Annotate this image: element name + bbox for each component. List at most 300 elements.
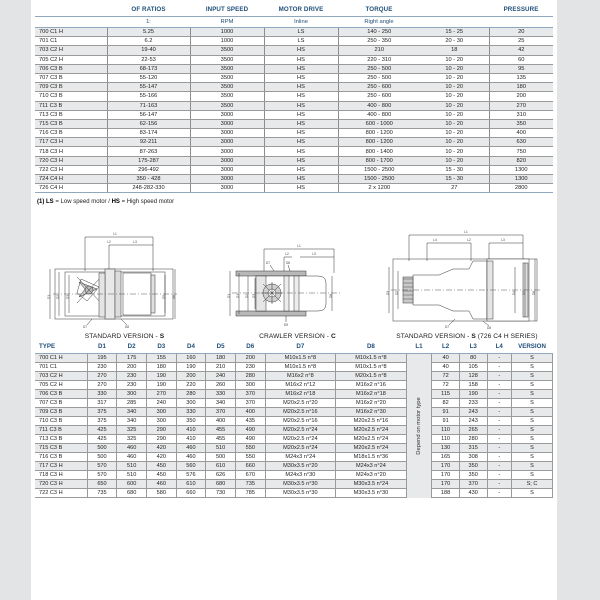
dimension-cell-d2: 175 — [117, 354, 147, 363]
dimension-cell-d3: 180 — [146, 363, 176, 372]
dimension-cell-d7: M20x2.5 n°16 — [265, 408, 336, 417]
spec-cell-drive: HS — [264, 119, 338, 128]
spec-cell-type: 703 C2 H — [35, 46, 107, 55]
svg-text:D7: D7 — [83, 325, 88, 330]
dimension-cell-l2: 82 — [432, 399, 460, 408]
dimension-cell-d2: 460 — [117, 444, 147, 453]
spec-cell-torque-inline: 1500 - 2500 — [338, 165, 420, 174]
dimension-cell-d8: M18x1.5 n°36 — [336, 453, 407, 462]
datasheet-page — [31, 0, 557, 600]
dimension-cell-d1: 230 — [87, 363, 117, 372]
spec-table-row — [35, 92, 553, 101]
svg-text:D6: D6 — [532, 291, 536, 296]
spec-sub-header-row — [35, 17, 553, 28]
spec-cell-drive: HS — [264, 156, 338, 165]
spec-cell-drive: HS — [264, 110, 338, 119]
spec-cell-ratios: 175-287 — [107, 156, 190, 165]
dimension-cell-d3: 155 — [146, 354, 176, 363]
spec-cell-ratios: 92-211 — [107, 138, 190, 147]
spec-table-row — [35, 129, 553, 138]
dimension-cell-d1: 425 — [87, 435, 117, 444]
dimension-table-row — [35, 453, 553, 462]
spec-cell-torque-right: 10 - 20 — [420, 101, 489, 110]
spec-cell-drive: HS — [264, 165, 338, 174]
dimension-cell-d1: 735 — [87, 489, 117, 498]
svg-text:D3: D3 — [66, 295, 70, 300]
spec-cell-ratios: 56-147 — [107, 110, 190, 119]
dimension-cell-version: S — [512, 444, 553, 453]
spec-cell-torque-inline: 800 - 1200 — [338, 129, 420, 138]
dimension-cell-d4: 190 — [176, 363, 206, 372]
dimension-cell-l3: 350 — [459, 471, 487, 480]
dimension-cell-d1: 270 — [87, 381, 117, 390]
dimension-cell-d3: 190 — [146, 372, 176, 381]
spec-cell-torque-inline: 800 - 1700 — [338, 156, 420, 165]
dimension-cell-d5: 455 — [206, 435, 236, 444]
dimension-cell-d5: 626 — [206, 471, 236, 480]
spec-cell-rpm: 3500 — [190, 92, 264, 101]
spec-cell-type: 711 C3 B — [35, 101, 107, 110]
spec-cell-torque-right: 10 - 20 — [420, 92, 489, 101]
dimension-cell-l3: 243 — [459, 408, 487, 417]
dimension-cell-l4: - — [487, 435, 512, 444]
dimension-header-d2: D2 — [117, 340, 147, 354]
dimension-cell-d6: 370 — [235, 399, 265, 408]
spec-header-motor-drive: MOTOR DRIVE — [264, 0, 338, 17]
spec-cell-rpm: 3000 — [190, 175, 264, 184]
dimension-cell-d7: M16x2 n°8 — [265, 372, 336, 381]
dimension-cell-d8: M16x2 n°20 — [336, 399, 407, 408]
dimension-cell-d2: 300 — [117, 390, 147, 399]
dimension-header-d1: D1 — [87, 340, 117, 354]
spec-subheader-inline: Inline — [264, 17, 338, 28]
dimension-cell-d8: M10x1.5 n°8 — [336, 363, 407, 372]
dimension-cell-d7: M20x2.5 n°16 — [265, 417, 336, 426]
dimension-header-d6: D6 — [235, 340, 265, 354]
dimension-cell-d4: 300 — [176, 399, 206, 408]
dimension-cell-d7: M20x2.5 n°20 — [265, 399, 336, 408]
dimension-cell-d1: 570 — [87, 462, 117, 471]
svg-text:D5: D5 — [522, 291, 526, 296]
dimension-cell-d7: M20x2.5 n°24 — [265, 435, 336, 444]
spec-cell-type: 700 C1 H — [35, 28, 107, 37]
dimension-cell-l2: 91 — [432, 408, 460, 417]
spec-subheader-right-angle: Right angle — [338, 17, 420, 28]
spec-cell-type: 716 C3 B — [35, 129, 107, 138]
dimension-header-d8: D8 — [336, 340, 407, 354]
svg-text:D2: D2 — [56, 295, 60, 300]
spec-cell-type: 710 C3 B — [35, 92, 107, 101]
spec-table-row — [35, 64, 553, 73]
dimension-cell-d3: 190 — [146, 381, 176, 390]
spec-subheader-blank-2 — [489, 17, 553, 28]
spec-cell-type: 726 C4 H — [35, 184, 107, 193]
spec-cell-drive: LS — [264, 37, 338, 46]
specification-table-section — [31, 0, 557, 193]
spec-cell-pressure: 350 — [489, 119, 553, 128]
svg-text:D3: D3 — [386, 291, 390, 296]
dimension-table-row — [35, 444, 553, 453]
dimension-header-l2: L2 — [432, 340, 460, 354]
dimension-table-row — [35, 381, 553, 390]
spec-cell-ratios: 6.2 — [107, 37, 190, 46]
dimension-cell-d3: 460 — [146, 480, 176, 489]
dimension-cell-l3: 243 — [459, 417, 487, 426]
dimension-cell-type: 713 C3 B — [35, 435, 87, 444]
spec-header-of-ratios: OF RATIOS — [107, 0, 190, 17]
dimension-cell-d7: M30x3.5 n°30 — [265, 489, 336, 498]
svg-text:L3: L3 — [133, 240, 137, 245]
specification-table — [35, 0, 553, 193]
dimension-cell-d6: 490 — [235, 435, 265, 444]
dimension-cell-d6: 550 — [235, 444, 265, 453]
dimension-cell-d8: M20x2.5 n°16 — [336, 417, 407, 426]
spec-cell-drive: HS — [264, 55, 338, 64]
dimension-cell-version: S — [512, 408, 553, 417]
spec-cell-torque-right: 15 - 30 — [420, 175, 489, 184]
dimension-cell-d4: 460 — [176, 444, 206, 453]
spec-cell-type: 717 C3 H — [35, 138, 107, 147]
svg-text:L3: L3 — [501, 238, 505, 243]
dimension-cell-version: S — [512, 417, 553, 426]
dimension-header-d7: D7 — [265, 340, 336, 354]
dimension-cell-d4: 280 — [176, 390, 206, 399]
footnote-marker: (1) — [37, 199, 45, 206]
drawing-caption-2 — [222, 333, 374, 340]
dimension-cell-l3: 430 — [459, 489, 487, 498]
dimension-table-row — [35, 435, 553, 444]
dimension-cell-d2: 325 — [117, 435, 147, 444]
spec-cell-ratios: 83-174 — [107, 129, 190, 138]
spec-cell-ratios: 62-156 — [107, 119, 190, 128]
dimension-cell-l2: 72 — [432, 372, 460, 381]
svg-text:L2: L2 — [467, 238, 471, 243]
dimension-cell-d4: 576 — [176, 471, 206, 480]
svg-text:D1: D1 — [235, 294, 240, 299]
svg-text:D3: D3 — [251, 294, 256, 299]
dimension-cell-d4: 560 — [176, 462, 206, 471]
dimension-cell-d1: 650 — [87, 480, 117, 489]
spec-cell-torque-inline: 400 - 800 — [338, 110, 420, 119]
spec-cell-ratios: 22-53 — [107, 55, 190, 64]
spec-cell-type: 713 C3 B — [35, 110, 107, 119]
spec-header-pressure: PRESSURE — [489, 0, 553, 17]
dimension-table-row — [35, 399, 553, 408]
dimension-cell-d4: 460 — [176, 453, 206, 462]
dimension-cell-d2: 340 — [117, 408, 147, 417]
spec-cell-torque-right: 18 — [420, 46, 489, 55]
dimension-header-d3: D3 — [146, 340, 176, 354]
spec-cell-ratios: 55-147 — [107, 83, 190, 92]
spec-cell-drive: HS — [264, 147, 338, 156]
dimension-cell-d6: 230 — [235, 363, 265, 372]
spec-cell-torque-right: 15 - 25 — [420, 28, 489, 37]
svg-text:D8: D8 — [125, 325, 130, 330]
dimension-cell-d1: 500 — [87, 444, 117, 453]
dimension-cell-version: S — [512, 372, 553, 381]
caption-3-suffix: (726 C4 H SERIES) — [475, 333, 538, 341]
spec-cell-torque-inline: 800 - 1400 — [338, 147, 420, 156]
spec-cell-torque-right: 10 - 20 — [420, 138, 489, 147]
dimension-cell-type: 715 C3 B — [35, 444, 87, 453]
spec-cell-drive: HS — [264, 138, 338, 147]
svg-text:L1: L1 — [296, 244, 301, 249]
dimension-cell-l3: 158 — [459, 381, 487, 390]
dimension-cell-d3: 300 — [146, 417, 176, 426]
dimension-cell-l2: 130 — [432, 444, 460, 453]
dimension-cell-l4: - — [487, 489, 512, 498]
spec-cell-type: 701 C1 — [35, 37, 107, 46]
spec-cell-torque-inline: 140 - 250 — [338, 28, 420, 37]
spec-table-row — [35, 83, 553, 92]
spec-table-row — [35, 55, 553, 64]
dimension-cell-d2: 510 — [117, 462, 147, 471]
dimension-cell-d8: M20x2.5 n°24 — [336, 435, 407, 444]
spec-cell-torque-right: 15 - 30 — [420, 165, 489, 174]
spec-cell-drive: HS — [264, 92, 338, 101]
dimension-cell-type: 703 C2 H — [35, 372, 87, 381]
dimension-table-row — [35, 408, 553, 417]
dimension-cell-d2: 510 — [117, 471, 147, 480]
spec-subheader-type — [35, 17, 107, 28]
dimension-cell-l4: - — [487, 408, 512, 417]
dimension-cell-d7: M20x2.5 n°24 — [265, 444, 336, 453]
spec-cell-torque-inline: 250 - 600 — [338, 92, 420, 101]
dimension-cell-d3: 420 — [146, 444, 176, 453]
dimension-cell-d1: 270 — [87, 372, 117, 381]
dimension-cell-d3: 580 — [146, 489, 176, 498]
spec-cell-rpm: 3000 — [190, 184, 264, 193]
dimension-cell-d4: 660 — [176, 489, 206, 498]
dimension-header-d5: D5 — [206, 340, 236, 354]
spec-cell-pressure: 750 — [489, 147, 553, 156]
dimension-cell-l1-merged — [406, 354, 432, 498]
footnote — [31, 193, 557, 205]
spec-cell-rpm: 3500 — [190, 101, 264, 110]
spec-table-row — [35, 138, 553, 147]
spec-cell-torque-right: 10 - 20 — [420, 55, 489, 64]
spec-cell-torque-right: 20 - 30 — [420, 37, 489, 46]
dimension-cell-d6: 550 — [235, 453, 265, 462]
dimension-cell-d1: 425 — [87, 426, 117, 435]
dimension-cell-l4: - — [487, 354, 512, 363]
dimension-cell-l3: 265 — [459, 426, 487, 435]
spec-cell-rpm: 3000 — [190, 110, 264, 119]
spec-cell-torque-inline: 1500 - 2500 — [338, 175, 420, 184]
dimension-cell-d3: 300 — [146, 408, 176, 417]
spec-cell-type: 715 C3 B — [35, 119, 107, 128]
standard-version-s-726-diagram — [383, 227, 551, 331]
dimension-cell-d6: 660 — [235, 462, 265, 471]
spec-table-row — [35, 110, 553, 119]
spec-table-row — [35, 156, 553, 165]
dimension-cell-l3: 80 — [459, 354, 487, 363]
dimension-cell-type: 711 C3 B — [35, 426, 87, 435]
svg-text:L3: L3 — [311, 252, 316, 257]
dimension-cell-d4: 200 — [176, 372, 206, 381]
footnote-hs-text: = High speed motor — [119, 199, 175, 206]
dimension-cell-d4: 330 — [176, 408, 206, 417]
spec-table-row — [35, 46, 553, 55]
dimension-table-row — [35, 363, 553, 372]
drawing-caption-1 — [37, 333, 212, 340]
spec-cell-type: 707 C3 B — [35, 73, 107, 82]
drawing-crawler-version-c — [222, 227, 374, 340]
spec-subheader-ratio-unit: 1: — [107, 17, 190, 28]
spec-cell-pressure: 1300 — [489, 175, 553, 184]
dimension-cell-d6: 735 — [235, 480, 265, 489]
spec-cell-rpm: 3000 — [190, 147, 264, 156]
dimension-cell-d7: M16x2 n°18 — [265, 390, 336, 399]
dimension-cell-l2: 91 — [432, 417, 460, 426]
spec-cell-torque-right: 10 - 20 — [420, 119, 489, 128]
dimension-cell-d4: 410 — [176, 435, 206, 444]
dimension-header-l1: L1 — [406, 340, 432, 354]
dimension-cell-d7: M24x3 n°30 — [265, 471, 336, 480]
spec-cell-drive: HS — [264, 175, 338, 184]
spec-table-row — [35, 101, 553, 110]
dimension-cell-d4: 220 — [176, 381, 206, 390]
spec-cell-torque-right: 27 — [420, 184, 489, 193]
dimension-cell-version: S — [512, 426, 553, 435]
spec-cell-torque-right: 10 - 20 — [420, 147, 489, 156]
spec-cell-rpm: 3500 — [190, 64, 264, 73]
spec-cell-pressure: 200 — [489, 92, 553, 101]
dimension-cell-d5: 500 — [206, 453, 236, 462]
dimension-header-version: VERSION — [512, 340, 553, 354]
spec-cell-type: 705 C2 H — [35, 55, 107, 64]
spec-cell-rpm: 3500 — [190, 55, 264, 64]
dimension-cell-l4: - — [487, 471, 512, 480]
dimension-cell-d5: 370 — [206, 408, 236, 417]
spec-cell-pressure: 25 — [489, 37, 553, 46]
dimension-table-row — [35, 426, 553, 435]
spec-cell-drive: HS — [264, 83, 338, 92]
dimension-cell-d5: 455 — [206, 426, 236, 435]
dimension-cell-type: 720 C3 H — [35, 480, 87, 489]
spec-cell-torque-right: 10 - 20 — [420, 129, 489, 138]
dimension-cell-d1: 570 — [87, 471, 117, 480]
spec-cell-torque-inline: 210 — [338, 46, 420, 55]
dimension-cell-d8: M30x3.5 n°24 — [336, 480, 407, 489]
dimension-table-row — [35, 390, 553, 399]
spec-cell-pressure: 2800 — [489, 184, 553, 193]
dimension-table-row — [35, 480, 553, 489]
spec-cell-torque-inline: 600 - 1000 — [338, 119, 420, 128]
spec-table-row — [35, 119, 553, 128]
spec-cell-ratios: 55-166 — [107, 92, 190, 101]
dimension-table-body — [35, 354, 553, 498]
footnote-ls-abbr: LS — [46, 199, 54, 206]
spec-cell-rpm: 3500 — [190, 73, 264, 82]
dimension-cell-type: 709 C3 B — [35, 408, 87, 417]
caption-1-main: STANDARD VERSION - — [84, 333, 160, 341]
dimension-cell-d1: 330 — [87, 390, 117, 399]
dimension-cell-d2: 285 — [117, 399, 147, 408]
dimension-cell-version: S — [512, 453, 553, 462]
dimension-cell-d1: 375 — [87, 408, 117, 417]
dimension-header-l3: L3 — [459, 340, 487, 354]
dimension-cell-d3: 290 — [146, 426, 176, 435]
spec-table-row — [35, 73, 553, 82]
dimension-cell-type: 706 C3 B — [35, 390, 87, 399]
dimension-cell-d5: 400 — [206, 417, 236, 426]
dimension-cell-l4: - — [487, 480, 512, 489]
dimension-header-l4: L4 — [487, 340, 512, 354]
svg-text:D8: D8 — [487, 326, 492, 331]
dimension-cell-d2: 340 — [117, 417, 147, 426]
dimension-cell-d6: 785 — [235, 489, 265, 498]
dimension-cell-l3: 233 — [459, 399, 487, 408]
dimension-cell-d2: 200 — [117, 363, 147, 372]
spec-cell-drive: HS — [264, 129, 338, 138]
spec-header-torque: TORQUE — [338, 0, 420, 17]
dimension-cell-d7: M10x1.5 n°8 — [265, 363, 336, 372]
spec-cell-pressure: 180 — [489, 83, 553, 92]
footnote-hs-abbr: HS — [111, 199, 120, 206]
dimension-cell-l2: 170 — [432, 462, 460, 471]
spec-cell-torque-right: 10 - 20 — [420, 110, 489, 119]
dimension-cell-l4: - — [487, 390, 512, 399]
spec-cell-torque-right: 10 - 20 — [420, 73, 489, 82]
dimension-cell-d6: 400 — [235, 408, 265, 417]
dimension-cell-d5: 330 — [206, 390, 236, 399]
spec-cell-drive: HS — [264, 101, 338, 110]
dimension-header-row — [35, 340, 553, 354]
spec-cell-rpm: 3000 — [190, 156, 264, 165]
caption-2-bold: C — [331, 333, 336, 341]
dimension-table-section — [31, 340, 557, 498]
dimension-cell-d4: 350 — [176, 417, 206, 426]
svg-text:D1: D1 — [47, 295, 51, 300]
dimension-cell-type: 718 C3 H — [35, 471, 87, 480]
dimension-cell-d8: M30x3.5 n°30 — [336, 489, 407, 498]
spec-cell-pressure: 42 — [489, 46, 553, 55]
spec-table-row — [35, 165, 553, 174]
svg-text:L1: L1 — [464, 230, 468, 235]
dimension-cell-l3: 128 — [459, 372, 487, 381]
dimension-cell-d6: 200 — [235, 354, 265, 363]
dimension-table-row — [35, 417, 553, 426]
spec-cell-torque-inline: 400 - 800 — [338, 101, 420, 110]
dimension-cell-d4: 610 — [176, 480, 206, 489]
spec-cell-rpm: 3000 — [190, 165, 264, 174]
dimension-cell-l3: 315 — [459, 444, 487, 453]
dimension-cell-type: 722 C3 H — [35, 489, 87, 498]
dimension-cell-version: S; C — [512, 480, 553, 489]
svg-text:L4: L4 — [433, 238, 437, 243]
spec-cell-pressure: 20 — [489, 28, 553, 37]
spec-cell-drive: HS — [264, 46, 338, 55]
dimension-table-row — [35, 354, 553, 363]
dimension-cell-d5: 610 — [206, 462, 236, 471]
drawing-caption-3 — [383, 333, 551, 340]
dimension-cell-d6: 490 — [235, 426, 265, 435]
spec-cell-ratios: 296-492 — [107, 165, 190, 174]
dimension-cell-version: S — [512, 363, 553, 372]
spec-cell-rpm: 3000 — [190, 129, 264, 138]
dimension-cell-version: S — [512, 435, 553, 444]
spec-cell-drive: HS — [264, 64, 338, 73]
spec-cell-ratios: 55-120 — [107, 73, 190, 82]
svg-text:L2: L2 — [284, 252, 289, 257]
dimension-cell-version: S — [512, 471, 553, 480]
dimension-cell-type: 717 C3 H — [35, 462, 87, 471]
dimension-cell-l3: 370 — [459, 480, 487, 489]
dimension-table-row — [35, 471, 553, 480]
dimension-cell-d8: M20x1.5 n°8 — [336, 372, 407, 381]
dimension-cell-l4: - — [487, 417, 512, 426]
